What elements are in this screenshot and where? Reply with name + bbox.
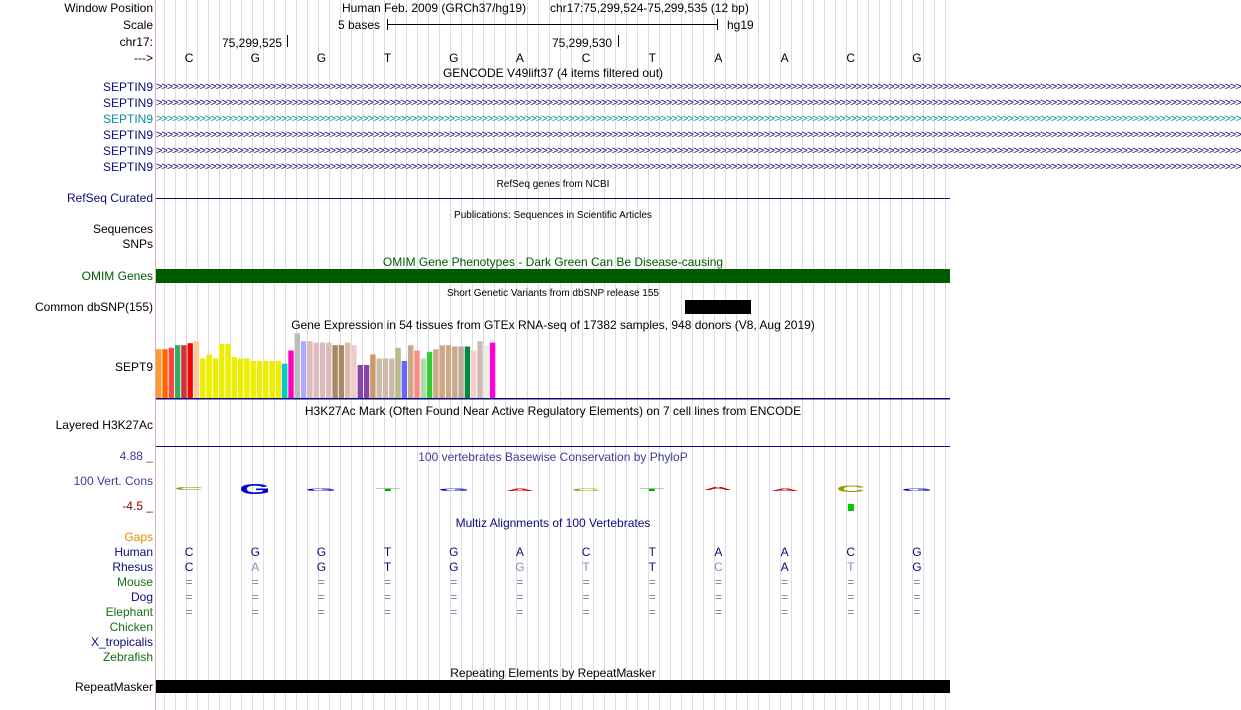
alignment-base: C [714,560,723,574]
omim-track-title: OMIM Gene Phenotypes - Dark Green Can Be Disease-causing [382,255,724,269]
gtex-tissue-bar[interactable] [301,341,306,398]
gtex-tissue-bar[interactable] [414,351,419,399]
gtex-tissue-bar[interactable] [332,345,337,398]
alignment-base: G [449,545,459,559]
gtex-tissue-bar[interactable] [440,345,445,398]
base-letter: T [383,51,392,65]
gtex-tissue-bar[interactable] [433,349,438,398]
gtex-tissue-bar[interactable] [377,358,382,398]
conservation-max-label: 4.88 _ [119,449,153,463]
conservation-glyph: T [639,487,665,492]
alignment-base: = [317,590,325,604]
alignment-base: = [317,605,325,619]
gencode-transcript-feature[interactable]: >>>>>>>>>>>>>>>>>>>>>>>>>>>>>>>>>>>>>>>>>>>>>>>>>>>>>>>>>>>>>>>>>>>>>>>>>>>>>>>>>>>>>>>>>>>>>>>>>>>>>>>>>>>>>>>>>>>>>>>>>>>>>>>>>>>>>>>>>>>>>>>>>>>>>>>>>>>>>>>>>>>>>>>>>>>>>>>>>>>>>>>>>>>>>>>>>>>>>>>> [156,97,1241,109]
alignment-base: = [450,605,458,619]
dbsnp-track-title: Short Genetic Variants from dbSNP release 155 [447,288,659,299]
omim-track-label[interactable]: OMIM Genes [81,269,153,283]
alignment-base: = [384,605,392,619]
alignment-base: = [516,605,524,619]
position-range: chr17:75,299,524-75,299,535 (12 bp) [550,1,749,15]
conservation-min-label: -4.5 _ [122,499,153,513]
alignment-base: A [780,545,789,559]
alignment-base: A [251,560,260,574]
gtex-tissue-bar[interactable] [282,364,287,398]
gtex-tissue-bar[interactable] [307,341,312,398]
alignment-base: = [582,575,590,589]
base-letter: C [581,51,591,65]
conservation-glyph: G [901,486,933,492]
conservation-track-title: 100 vertebrates Basewise Conservation by PhyloP [418,450,688,464]
gtex-bar-chart[interactable] [156,331,950,401]
gtex-tissue-bar[interactable] [156,349,161,398]
species-label[interactable]: X_tropicalis [90,635,153,649]
alignment-base: C [184,560,194,574]
coordinate-label: 75,299,525 [222,36,283,50]
gtex-tissue-bar[interactable] [251,361,256,398]
coordinate-tick [618,35,619,47]
alignment-base: = [847,575,855,589]
assembly-label: hg19 [727,18,754,32]
gtex-track-title: Gene Expression in 54 tissues from GTEx RNA-seq of 17382 samples, 948 donors (V8, Aug 2019) [291,318,815,332]
alignment-base: = [516,590,524,604]
conservation-glyph: C [174,486,204,492]
gtex-tissue-bar[interactable] [421,358,426,398]
gencode-transcript-feature[interactable]: >>>>>>>>>>>>>>>>>>>>>>>>>>>>>>>>>>>>>>>>>>>>>>>>>>>>>>>>>>>>>>>>>>>>>>>>>>>>>>>>>>>>>>>>>>>>>>>>>>>>>>>>>>>>>>>>>>>>>>>>>>>>>>>>>>>>>>>>>>>>>>>>>>>>>>>>>>>>>>>>>>>>>>>>>>>>>>>>>>>>>>>>>>>>>>>>>>>>>>>> [156,145,1241,157]
alignment-base: A [515,545,524,559]
gtex-tissue-bar[interactable] [465,347,470,399]
gtex-tissue-bar[interactable] [225,344,230,398]
alignment-base: G [316,545,327,559]
base-letter: G [912,51,922,65]
omim-feature-bar[interactable] [156,269,950,283]
gtex-tissue-bar[interactable] [295,333,300,398]
alignment-base: = [185,575,193,589]
alignment-base: = [185,590,193,604]
alignment-base: = [781,605,789,619]
window-position-label: Window Position [64,1,153,15]
gencode-transcript-feature[interactable]: >>>>>>>>>>>>>>>>>>>>>>>>>>>>>>>>>>>>>>>>>>>>>>>>>>>>>>>>>>>>>>>>>>>>>>>>>>>>>>>>>>>>>>>>>>>>>>>>>>>>>>>>>>>>>>>>>>>>>>>>>>>>>>>>>>>>>>>>>>>>>>>>>>>>>>>>>>>>>>>>>>>>>>>>>>>>>>>>>>>>>>>>>>>>>>>>>>>>>>>> [156,161,1241,173]
gencode-track-title: GENCODE V49lift37 (4 items filtered out) [442,66,664,80]
alignment-base: = [781,590,789,604]
repeatmasker-track-title: Repeating Elements by RepeatMasker [450,666,656,680]
alignment-base: T [383,545,392,559]
alignment-base: C [581,545,591,559]
gtex-tissue-bar[interactable] [471,351,476,399]
base-letter: C [184,51,194,65]
gtex-tissue-bar[interactable] [326,343,331,398]
gtex-tissue-bar[interactable] [232,357,237,398]
alignment-base: = [913,575,921,589]
multiz-track-title: Multiz Alignments of 100 Vertebrates [455,516,651,530]
alignment-base: A [714,545,723,559]
gtex-tissue-bar[interactable] [206,354,211,398]
gencode-transcript-feature[interactable]: >>>>>>>>>>>>>>>>>>>>>>>>>>>>>>>>>>>>>>>>>>>>>>>>>>>>>>>>>>>>>>>>>>>>>>>>>>>>>>>>>>>>>>>>>>>>>>>>>>>>>>>>>>>>>>>>>>>>>>>>>>>>>>>>>>>>>>>>>>>>>>>>>>>>>>>>>>>>>>>>>>>>>>>>>>>>>>>>>>>>>>>>>>>>>>>>>>>>>>>> [156,129,1241,141]
gtex-tissue-bar[interactable] [484,345,489,398]
alignment-base: C [846,545,856,559]
gtex-tissue-bar[interactable] [194,341,199,398]
conservation-glyph: A [770,486,799,492]
alignment-base: = [450,575,458,589]
publications-track-title: Publications: Sequences in Scientific Articles [454,210,652,221]
conservation-glyph: G [239,481,271,498]
gtex-tissue-bar[interactable] [200,358,205,398]
alignment-base: = [648,605,656,619]
gtex-tissue-bar[interactable] [477,341,482,398]
base-letter: G [316,51,327,65]
scale-bar-right [717,19,718,30]
alignment-base: = [582,605,590,619]
gtex-tissue-bar[interactable] [364,365,369,398]
gtex-track-label[interactable]: SEPT9 [114,360,153,374]
alignment-base: = [516,575,524,589]
gtex-tissue-bar[interactable] [358,365,363,398]
species-label[interactable]: Human [114,545,153,559]
conservation-glyph: A [505,486,535,492]
scale-bar [387,24,717,25]
gencode-transcript-label[interactable]: SEPTIN9 [102,160,153,174]
alignment-base: = [714,605,722,619]
gtex-tissue-bar[interactable] [345,343,350,398]
gencode-transcript-label[interactable]: SEPTIN9 [102,128,153,142]
gtex-tissue-bar[interactable] [351,345,356,398]
sequences-track-label[interactable]: Sequences [92,222,153,236]
coordinate-tick [287,35,288,47]
dbsnp-track-label[interactable]: Common dbSNP(155) [34,300,153,314]
coordinate-label: 75,299,530 [552,36,613,50]
gencode-transcript-feature[interactable]: >>>>>>>>>>>>>>>>>>>>>>>>>>>>>>>>>>>>>>>>>>>>>>>>>>>>>>>>>>>>>>>>>>>>>>>>>>>>>>>>>>>>>>>>>>>>>>>>>>>>>>>>>>>>>>>>>>>>>>>>>>>>>>>>>>>>>>>>>>>>>>>>>>>>>>>>>>>>>>>>>>>>>>>>>>>>>>>>>>>>>>>>>>>>>>>>>>>>>>>> [156,81,1241,93]
conservation-track-label[interactable]: 100 Vert. Cons [73,474,153,488]
alignment-base: G [250,545,260,559]
gtex-tissue-bar[interactable] [446,345,451,398]
gtex-tissue-bar[interactable] [257,361,262,398]
alignment-base: A [780,560,789,574]
gencode-transcript-label[interactable]: SEPTIN9 [102,144,153,158]
refseq-track-line[interactable] [156,198,950,199]
alignment-base: = [714,590,722,604]
genome-title: Human Feb. 2009 (GRCh37/hg19) [342,1,527,15]
gtex-tissue-bar[interactable] [175,345,180,398]
conservation-glyph: T [375,487,400,492]
base-letter: A [780,51,789,65]
alignment-base: = [648,590,656,604]
scale-text: 5 bases [338,18,381,32]
gtex-tissue-bar[interactable] [370,354,375,398]
h3k27ac-baseline [156,446,950,447]
refseq-track-title: RefSeq genes from NCBI [496,179,610,190]
conservation-glyph: G [438,486,470,492]
alignment-base: G [316,560,327,574]
gtex-tissue-bar[interactable] [276,361,281,398]
gtex-tissue-bar[interactable] [314,343,319,398]
alignment-base: = [450,590,458,604]
alignment-base: = [714,575,722,589]
gtex-tissue-bar[interactable] [408,345,413,398]
alignment-base: = [913,590,921,604]
repeatmasker-track-label[interactable]: RepeatMasker [74,680,153,694]
gtex-tissue-bar[interactable] [490,343,495,398]
conservation-glyph: C [571,487,601,493]
gtex-tissue-bar[interactable] [181,345,186,398]
dbsnp-variant-feature[interactable] [685,300,751,314]
alignment-base: = [384,575,392,589]
gtex-tissue-bar[interactable] [169,348,174,398]
alignment-base: = [582,590,590,604]
alignment-base: C [184,545,194,559]
species-label[interactable]: Zebrafish [102,650,153,664]
conservation-glyph: A [703,486,733,492]
alignment-base: = [913,605,921,619]
gtex-tissue-bar[interactable] [395,348,400,398]
gtex-tissue-bar[interactable] [452,347,457,399]
alignment-base: T [648,545,656,559]
conservation-glyph: G [305,486,338,492]
gtex-tissue-bar[interactable] [383,358,388,398]
species-label[interactable]: Rhesus [112,560,153,574]
gencode-transcript-label[interactable]: SEPTIN9 [102,96,153,110]
gtex-tissue-bar[interactable] [288,351,293,399]
alignment-base: = [384,590,392,604]
scale-label: Scale [122,18,153,32]
gtex-tissue-bar[interactable] [219,344,224,398]
alignment-base: G [449,560,459,574]
gaps-label[interactable]: Gaps [124,530,153,544]
alignment-base: = [847,605,855,619]
gtex-baseline [156,398,950,400]
alignment-base: = [847,590,855,604]
alignment-base: = [317,575,325,589]
alignment-base: = [251,590,259,604]
gtex-tissue-bar[interactable] [244,358,249,398]
base-letter: A [515,51,524,65]
species-label[interactable]: Chicken [109,620,153,634]
gtex-tissue-bar[interactable] [162,349,167,398]
alignment-base: T [847,560,855,574]
h3k27ac-track-title: H3K27Ac Mark (Often Found Near Active Regulatory Elements) on 7 cell lines from ENCODE [304,404,802,418]
alignment-base: = [648,575,656,589]
gtex-tissue-bar[interactable] [213,358,218,398]
refseq-track-label[interactable]: RefSeq Curated [66,191,153,205]
gtex-tissue-bar[interactable] [427,352,432,398]
repeatmasker-feature-bar[interactable] [156,680,950,693]
gtex-tissue-bar[interactable] [238,358,243,398]
snps-track-label[interactable]: SNPs [122,237,153,251]
base-letter: G [250,51,260,65]
base-letter: C [846,51,856,65]
alignment-base: = [781,575,789,589]
alignment-base: T [582,560,590,574]
gtex-tissue-bar[interactable] [339,345,344,398]
gencode-transcript-feature[interactable]: >>>>>>>>>>>>>>>>>>>>>>>>>>>>>>>>>>>>>>>>>>>>>>>>>>>>>>>>>>>>>>>>>>>>>>>>>>>>>>>>>>>>>>>>>>>>>>>>>>>>>>>>>>>>>>>>>>>>>>>>>>>>>>>>>>>>>>>>>>>>>>>>>>>>>>>>>>>>>>>>>>>>>>>>>>>>>>>>>>>>>>>>>>>>>>>>>>>>>>>> [156,113,1241,125]
alignment-base: G [912,545,922,559]
alignment-base: = [251,575,259,589]
gtex-tissue-bar[interactable] [269,361,274,398]
gtex-tissue-bar[interactable] [263,361,268,398]
base-letter: A [714,51,723,65]
alignment-base: T [383,560,392,574]
species-label[interactable]: Mouse [116,575,153,589]
gtex-tissue-bar[interactable] [320,343,325,398]
gtex-tissue-bar[interactable] [188,343,193,398]
alignment-base: = [251,605,259,619]
base-letter: G [449,51,459,65]
h3k27ac-track-label[interactable]: Layered H3K27Ac [55,418,153,432]
conservation-glyph: C [836,484,866,496]
alignment-base: G [515,560,525,574]
strand-arrow-label[interactable]: ---> [134,51,153,65]
alignment-base: G [912,560,922,574]
gtex-tissue-bar[interactable] [389,358,394,398]
chrom-label: chr17: [119,35,153,49]
gtex-tissue-bar[interactable] [402,361,407,398]
base-letter: T [648,51,656,65]
species-label[interactable]: Dog [130,590,153,604]
gtex-tissue-bar[interactable] [458,347,463,399]
alignment-base: T [648,560,656,574]
species-label[interactable]: Elephant [105,605,153,619]
conservation-marker [848,504,854,511]
gencode-transcript-label[interactable]: SEPTIN9 [102,112,153,126]
gencode-transcript-label[interactable]: SEPTIN9 [102,80,153,94]
alignment-base: = [185,605,193,619]
